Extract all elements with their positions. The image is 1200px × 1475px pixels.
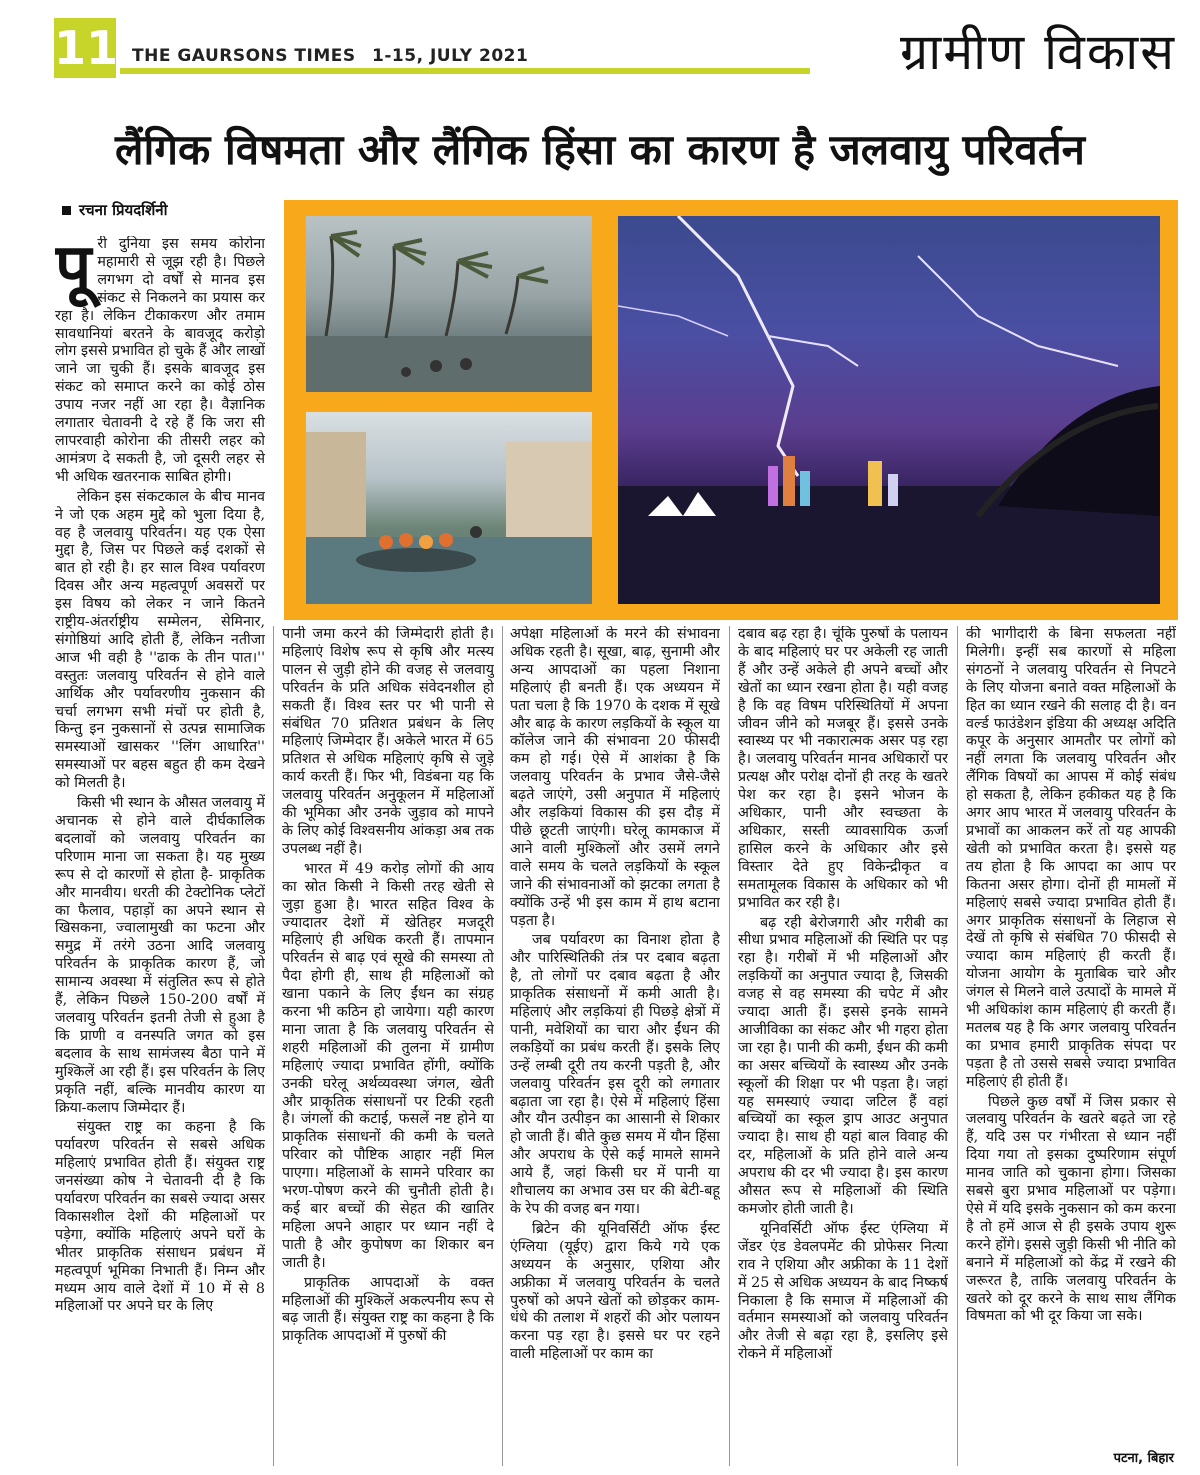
page-number: 11 (54, 18, 116, 78)
paragraph: ब्रिटेन की यूनिवर्सिटी ऑफ ईस्ट एंग्लिया (यूईए) द्वारा किये गये एक अध्ययन के अनुसार, एशिया और अफ्रीका में जलवायु परिवर्तन के चलते पुरुषों को अपने खेतों को छोड़कर काम-धंधे की तलाश में शहरों की ओर पलायन करना पड़ रहा है। इससे घर पर रहने वाली महिलाओं पर काम का (510, 1220, 720, 1363)
article-column-3 (510, 626, 720, 1464)
paragraph-text: री दुनिया इस समय कोरोना महामारी से जूझ रही है। पिछले लगभग दो वर्षों से मानव इस संकट से निकलने का प्रयास कर रहा है। लेकिन टीकाकरण और तमाम सावधानियां बरतने के बावजूद करोड़ो लोग इससे प्रभावित हो चुके हैं और लाखों जाने जा चुकी हैं। इसके बावजूद इस संकट को समाप्त करने का कोई ठोस उपाय नजर नहीं आ रहा है। वैज्ञानिक लगातार चेतावनी दे रहे हैं कि जरा सी लापरवाही कोरोना की तीसरी लहर को आमंत्रण दे सकती है, जो दूसरी लहर से भी अधिक खतरनाक साबित होगी। (55, 236, 265, 485)
article-column-4 (738, 626, 948, 1464)
paragraph: प्राकृतिक आपदाओं के वक्त महिलाओं की मुश्किलें अकल्पनीय रूप से बढ़ जाती हैं। संयुक्त राष्ट्र का कहना है कि प्राकृतिक आपदाओं में पुरुषों की (282, 1274, 494, 1345)
paragraph: लेकिन इस संकटकाल के बीच मानव ने जो एक अहम मुद्दे को भुला दिया है, वह है जलवायु परिवर्तन। यह एक ऐसा मुद्दा है, जिस पर पिछले कई दशकों से बात हो रही है। हर साल विश्व पर्यावरण दिवस और अन्य महत्वपूर्ण अवसरों पर इस विषय को लेकर न जाने कितने राष्ट्रीय-अंतर्राष्ट्रीय सम्मेलन, सेमिनार, संगोष्ठियां आदि होती हैं, लेकिन नतीजा आज भी वही है ''ढाक के तीन पात।'' वस्तुतः जलवायु परिवर्तन से होने वाले आर्थिक और पर्यावरणीय नुकसान की चर्चा लगभग सभी मंचों पर होती है, किन्तु इन नुकसानों से उत्पन्न सामाजिक समस्याओं खासकर ''लिंग आधारित'' समस्याओं पर बहस बहुत ही कम देखने को मिलती है। (55, 488, 265, 792)
column-divider (273, 626, 274, 1466)
paragraph: किसी भी स्थान के औसत जलवायु में अचानक से होने वाले दीर्घकालिक बदलावों को जलवायु परिवर्तन का परिणाम माना जा सकता है। यह मुख्य रूप से दो कारणों से होता है- प्राकृतिक और मानवीय। धरती की टेक्टोनिक प्लेटों का फैलाव, पहाड़ों का अपने स्थान से खिसकना, ज्वालामुखी का फटना और समुद्र में तरंगे उठना आदि जलवायु परिवर्तन के प्राकृतिक कारण हैं, जो सामान्य अवस्था में संतुलित रूप से होते हैं, लेकिन पिछले 150-200 वर्षों में जलवायु परिवर्तन इतनी तेजी से हुआ है कि प्राणी व वनस्पति जगत को इस बदलाव के साथ सामंजस्य बैठा पाने में मुश्किलें आ रही हैं। इस परिवर्तन के लिए प्रकृति नहीं, बल्कि मानवीय कारण या क्रिया-कलाप जिम्मेदार हैं। (55, 795, 265, 1116)
issue-date: 1-15, JULY 2021 (372, 46, 529, 66)
lightning-photo (618, 216, 1160, 604)
headline: लैंगिक विषमता और लैंगिक हिंसा का कारण है जलवायु परिवर्तन (114, 125, 1085, 174)
paragraph: पिछले कुछ वर्षों में जिस प्रकार से जलवायु परिवर्तन के खतरे बढ़ते जा रहे हैं, यदि उस पर गंभीरता से ध्यान नहीं दिया गया तो इसका दुष्परिणाम संपूर्ण मानव जाति को चुकाना होगा। जिसका सबसे बुरा प्रभाव महिलाओं पर पड़ेगा। ऐसे में यदि इसके नुकसान को कम करना है तो हमें आज से ही इसके उपाय शुरू करने होंगे। इससे जुड़ी किसी भी नीति को बनाने में महिलाओं को केंद्र में रखने की जरूरत है, ताकि जलवायु परिवर्तन के खतरे को दूर करने के साथ साथ लैंगिक विषमता को भी दूर किया जा सके। (966, 1093, 1176, 1325)
paper-info (132, 46, 528, 66)
article-column-5 (966, 626, 1176, 1446)
column-divider (957, 626, 958, 1466)
paragraph (55, 236, 265, 487)
column-divider (502, 626, 503, 1466)
paragraph: बढ़ रही बेरोजगारी और गरीबी का सीधा प्रभाव महिलाओं की स्थिति पर पड़ रहा है। गरीबों में भी महिलाओं और लड़कियों का अनुपात ज्यादा है, जिसकी वजह से वह समस्या की चपेट में और ज्यादा आती हैं। इससे इनके सामने आजीविका का संकट और भी गहरा होता जा रहा है। पानी की कमी, ईंधन की कमी का असर बच्चियों के स्वास्थ्य और उनके स्कूलों की शिक्षा पर भी पड़ता है। जहां यह समस्याएं ज्यादा जटिल हैं वहां बच्चियों का स्कूल ड्राप आउट अनुपात ज्यादा है। साथ ही यहां बाल विवाह की दर, महिलाओं के प्रति होने वाले अन्य अपराध की दर भी ज्यादा है। इस कारण औसत रूप से महिलाओं की स्थिति कमजोर होती जाती है। (738, 914, 948, 1217)
dateline: पटना, बिहार (1113, 1451, 1174, 1466)
paragraph: जब पर्यावरण का विनाश होता है और पारिस्थितिकी तंत्र पर दबाव बढ़ता है, तो लोगों पर दबाव बढ़ता है और प्राकृतिक संसाधनों में कमी आती है। महिलाएं और लड़कियां ही पिछड़े क्षेत्रों में पानी, मवेशियों का चारा और ईंधन की लकड़ियों का प्रबंध करती हैं। इसके लिए उन्हें लम्बी दूरी तय करनी पड़ती है, और जलवायु परिवर्तन इस दूरी को लगातार बढ़ाता जा रहा है। ऐसे में महिलाएं हिंसा और यौन उत्पीड़न का आसानी से शिकार हो जाती हैं। बीते कुछ समय में यौन हिंसा और अपराध के ऐसे कई मामले सामने आये हैं, जहां किसी घर में पानी या शौचालय का अभाव उस घर की बेटी-बहू के रेप की वजह बन गया। (510, 932, 720, 1217)
paragraph: संयुक्त राष्ट्र का कहना है कि पर्यावरण परिवर्तन से सबसे अधिक महिलाएं प्रभावित होती हैं। संयुक्त राष्ट्र जनसंख्या कोष ने चेतावनी दी है कि पर्यावरण परिवर्तन का सबसे ज्यादा असर विकासशील देशों की महिलाओं पर पड़ेगा, क्योंकि महिलाएं अपने घरों के भीतर प्राकृतिक संसाधन प्रबंधन में महत्वपूर्ण भूमिका निभाती हैं। निम्न और मध्यम आय वाले देशों में 10 में से 8 महिलाओं पर अपने घर के लिए (55, 1119, 265, 1315)
article-column-1 (55, 236, 265, 1466)
storm-photo (306, 216, 592, 392)
dropcap: पू (55, 236, 92, 305)
article-column-2 (282, 626, 494, 1464)
paragraph: भारत में 49 करोड़ लोगों की आय का स्रोत किसी ने किसी तरह खेती से जुड़ा हुआ है। भारत सहित विश्व के ज्यादातर देशों में खेतिहर मजदूरी महिलाएं ही अधिक करती हैं। तापमान परिवर्तन से बाढ़ एवं सूखे की समस्या तो पैदा होगी ही, साथ ही महिलाओं को खाना पकाने के लिए ईंधन का संग्रह करना भी कठिन हो जायेगा। यही कारण माना जाता है कि जलवायु परिवर्तन से शहरी महिलाओं की तुलना में ग्रामीण महिलाएं ज्यादा प्रभावित होंगी, क्योंकि उनकी घरेलू अर्थव्यवस्था जंगल, खेती और प्राकृतिक संसाधनों पर टिकी रहती है। जंगलों की कटाई, फसलें नष्ट होने या प्राकृतिक संसाधनों की कमी के चलते परिवार को पौष्टिक आहार नहीं मिल पाएगा। महिलाओं के सामने परिवार का भरण-पोषण करने की चुनौती होती है। कई बार बच्चों की सेहत की खातिर महिला अपने आहार पर ध्यान नहीं दे पाती है और कुपोषण का शिकार बन जाती है। (282, 860, 494, 1271)
section-title: ग्रामीण विकास (900, 23, 1176, 81)
paragraph: पानी जमा करने की जिम्मेदारी होती है। महिलाएं विशेष रूप से कृषि और मत्स्य पालन से जुड़ी होने की वजह से जलवायु परिवर्तन के प्रति अधिक संवेदनशील हो सकती हैं। विश्व स्तर पर भी पानी से संबंधित 70 प्रतिशत प्रबंधन के लिए महिलाएं जिम्मेदार हैं। अकेले भारत में 65 प्रतिशत से अधिक महिलाएं कृषि से जुड़े कार्य करती हैं। फिर भी, विडंबना यह कि जलवायु परिवर्तन अनुकूलन में महिलाओं की भूमिका और उनके जुड़ाव को मापने के लिए कोई विश्वसनीय आंकड़ा अब तक उपलब्ध नहीं है। (282, 626, 494, 857)
flood-photo (306, 412, 592, 604)
paragraph: अपेक्षा महिलाओं के मरने की संभावना अधिक रहती है। सूखा, बाढ़, सुनामी और अन्य आपदाओं का पहला निशाना महिलाएं ही बनती हैं। एक अध्ययन में पता चला है कि 1970 के दशक में सूखे और बाढ़ के कारण लड़कियों के स्कूल या कॉलेज जाने की संभावना 20 फीसदी कम हो गई। ऐसे में आशंका है कि जलवायु परिवर्तन के प्रभाव जैसे-जैसे बढ़ते जाएंगे, उसी अनुपात में महिलाएं और लड़कियां विकास की इस दौड़ में पीछे छूटती जाएंगी। घरेलू कामकाज में आने वाली मुश्किलों और उसमें लगने वाले समय के चलते लड़कियों के स्कूल जाने की संभावनाओं को झटका लगता है क्योंकि उन्हें भी इस काम में हाथ बटाना पड़ता है। (510, 626, 720, 929)
paragraph: दबाव बढ़ रहा है। चूंकि पुरुषों के पलायन के बाद महिलाएं घर पर अकेली रह जाती हैं और उन्हें अकेले ही अपने बच्चों और खेतों का ध्यान रखना होता है। यही वजह है कि वह विषम परिस्थितियों में अपना जीवन जीने को मजबूर हैं। इससे उनके स्वास्थ्य पर भी नकारात्मक असर पड़ रहा है। जलवायु परिवर्तन मानव अधिकारों पर प्रत्यक्ष और परोक्ष दोनों ही तरह के खतरे पेश कर रहा है। इसने भोजन के अधिकार, पानी और स्वच्छता के अधिकार, सस्ती व्यावसायिक ऊर्जा हासिल करने के अधिकार और इसे विस्तार देते हुए विकेन्द्रीकृत व समतामूलक विकास के अधिकार को भी प्रभावित कर रही है। (738, 626, 948, 911)
author-name: रचना प्रियदर्शिनी (79, 201, 168, 219)
paragraph: यूनिवर्सिटी ऑफ ईस्ट एंग्लिया में जेंडर एंड डेवलपमेंट की प्रोफेसर नित्या राव ने एशिया और अफ्रीका के 11 देशों में 25 से अधिक अध्ययन के बाद निष्कर्ष निकाला है कि समाज में महिलाओं की वर्तमान समस्याओं को जलवायु परिवर्तन और तेजी से बढ़ा रहा है, इसलिए इसे रोकने में महिलाओं (738, 1220, 948, 1363)
byline-square-icon (62, 206, 71, 215)
paper-name: THE GAURSONS TIMES (132, 46, 356, 66)
column-divider (729, 626, 730, 1466)
paragraph: की भागीदारी के बिना सफलता नहीं मिलेगी। इन्हीं सब कारणों से महिला संगठनों ने जलवायु परिवर्तन से निपटने के लिए योजना बनाते वक्त महिलाओं के हित का ध्यान रखने की सलाह दी है। वन वर्ल्ड फाउंडेशन इंडिया की अध्यक्ष अदिति कपूर के अनुसार आमतौर पर लोगों को नहीं लगता कि जलवायु परिवर्तन और लैंगिक विषयों का आपस में कोई संबंध हो सकता है, लेकिन हकीकत यह है कि अगर आप भारत में जलवायु परिवर्तन के प्रभावों का आकलन करें तो यह आपकी खेती को प्रभावित करता है। इससे यह तय होता है कि आपदा का आप पर कितना असर होगा। दोनों ही मामलों में महिलाएं सबसे ज्यादा प्रभावित होती हैं। अगर प्राकृतिक संसाधनों के लिहाज से देखें तो कृषि से संबंधित 70 फीसदी से ज्यादा काम महिलाएं ही करती हैं। योजना आयोग के मुताबिक चारे और जंगल से मिलने वाले उत्पादों के मामले में भी अधिकांश काम महिलाएं ही करती हैं। मतलब यह है कि अगर जलवायु परिवर्तन का प्रभाव हमारी प्राकृतिक संपदा पर पड़ता है तो उससे सबसे ज्यादा प्रभावित महिलाएं ही होती हैं। (966, 626, 1176, 1090)
byline (62, 200, 167, 220)
photo-panel (284, 200, 1178, 620)
